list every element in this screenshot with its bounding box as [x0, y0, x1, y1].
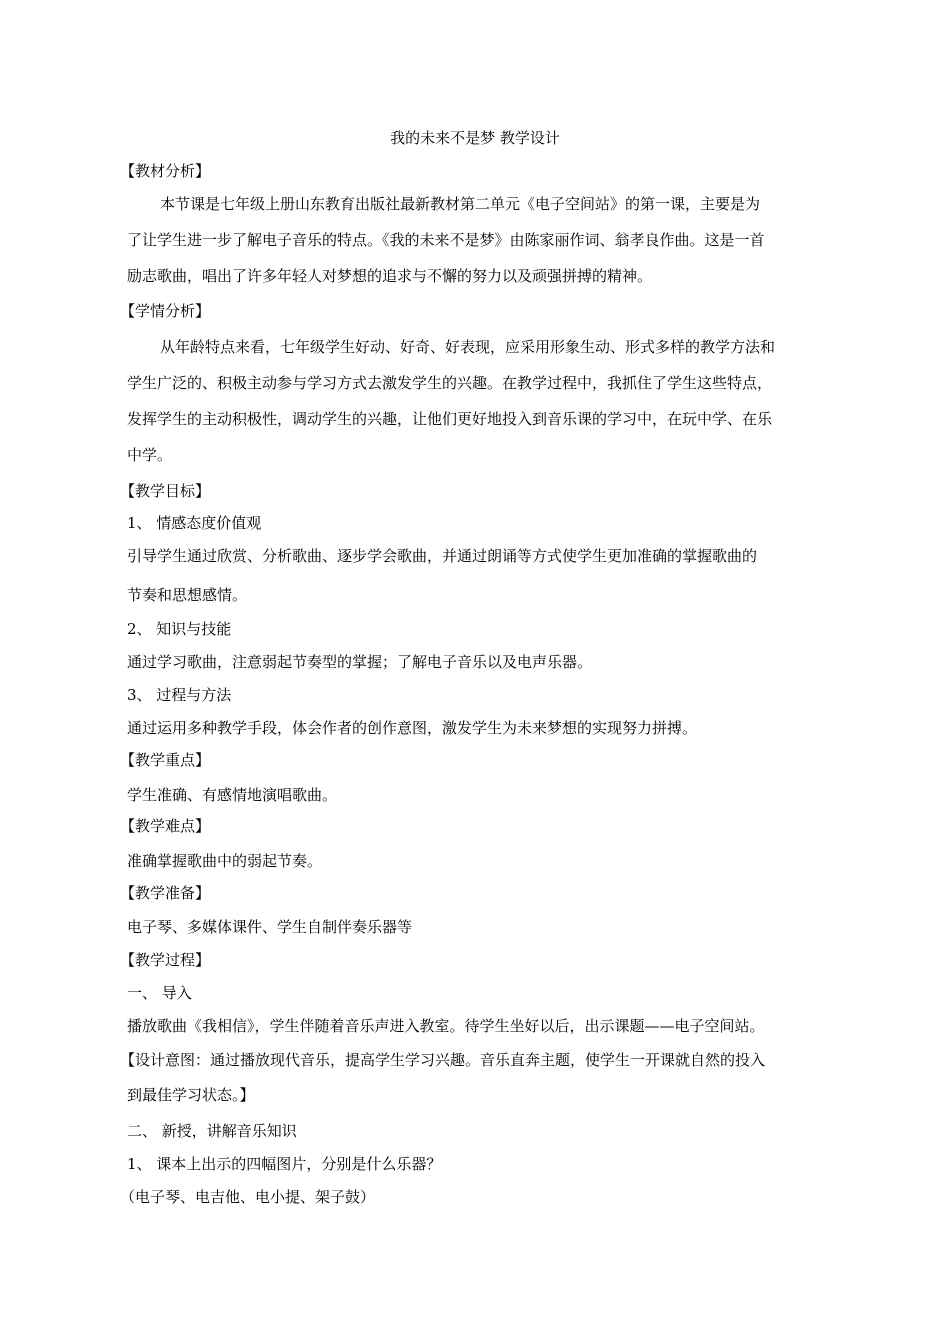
paragraph-line: 本节课是七年级上册山东教育出版社最新教材第二单元《电子空间站》的第一课，主要是为 [160, 195, 761, 213]
paragraph-line: 发挥学生的主动积极性，调动学生的兴趣，让他们更好地投入到音乐课的学习中，在玩中学、在乐 [127, 410, 773, 428]
section-heading-preparation: 【教学准备】 [120, 884, 211, 902]
section-heading-key-points: 【教学重点】 [120, 751, 211, 769]
section-heading-teaching-goals: 【教学目标】 [120, 482, 211, 500]
paragraph-line: 播放歌曲《我相信》，学生伴随着音乐声进入教室。待学生坐好以后，出示课题——电子空间站。 [127, 1017, 765, 1035]
numbered-item: 3、 过程与方法 [127, 686, 232, 704]
paragraph-line: 【设计意图：通过播放现代音乐，提高学生学习兴趣。音乐直奔主题，使学生一开课就自然的投入 [120, 1051, 766, 1069]
document-title: 我的未来不是梦 教学设计 [390, 129, 560, 147]
section-heading-difficulties: 【教学难点】 [120, 817, 211, 835]
paragraph-line: 电子琴、多媒体课件、学生自制伴奏乐器等 [127, 918, 413, 936]
paragraph-line: 了让学生进一步了解电子音乐的特点。《我的未来不是梦》由陈家丽作词、翁孝良作曲。这是一首 [127, 231, 765, 249]
paragraph-line: 学生广泛的、积极主动参与学习方式去激发学生的兴趣。在教学过程中，我抓住了学生这些特点， [127, 374, 773, 392]
numbered-item: 二、 新授，讲解音乐知识 [127, 1122, 297, 1140]
numbered-item: 1、 课本上出示的四幅图片，分别是什么乐器？ [127, 1155, 442, 1173]
paragraph-line: 通过运用多种教学手段，体会作者的创作意图，激发学生为未来梦想的实现努力拼搏。 [127, 719, 698, 737]
paragraph-line: 节奏和思想感情。 [127, 586, 248, 604]
paragraph-line: 中学。 [127, 446, 173, 464]
paragraph-line: 到最佳学习状态。】 [127, 1086, 255, 1104]
section-heading-textbook-analysis: 【教材分析】 [120, 162, 211, 180]
paragraph-line: 励志歌曲，唱出了许多年轻人对梦想的追求与不懈的努力以及顽强拼搏的精神。 [127, 267, 653, 285]
paragraph-line: 准确掌握歌曲中的弱起节奏。 [127, 852, 323, 870]
section-heading-learner-analysis: 【学情分析】 [120, 302, 211, 320]
numbered-item: 一、 导入 [127, 984, 192, 1002]
numbered-item: 1、 情感态度价值观 [127, 514, 262, 532]
paragraph-line: 通过学习歌曲，注意弱起节奏型的掌握；了解电子音乐以及电声乐器。 [127, 653, 593, 671]
paragraph-line: 从年龄特点来看，七年级学生好动、好奇、好表现，应采用形象生动、形式多样的教学方法和 [160, 338, 776, 356]
paragraph-line: （电子琴、电吉他、电小提、架子鼓） [120, 1188, 376, 1206]
paragraph-line: 引导学生通过欣赏、分析歌曲、逐步学会歌曲，并通过朗诵等方式使学生更加准确的掌握歌曲的 [127, 547, 758, 565]
paragraph-line: 学生准确、有感情地演唱歌曲。 [127, 786, 338, 804]
numbered-item: 2、 知识与技能 [127, 620, 232, 638]
section-heading-teaching-process: 【教学过程】 [120, 951, 211, 969]
